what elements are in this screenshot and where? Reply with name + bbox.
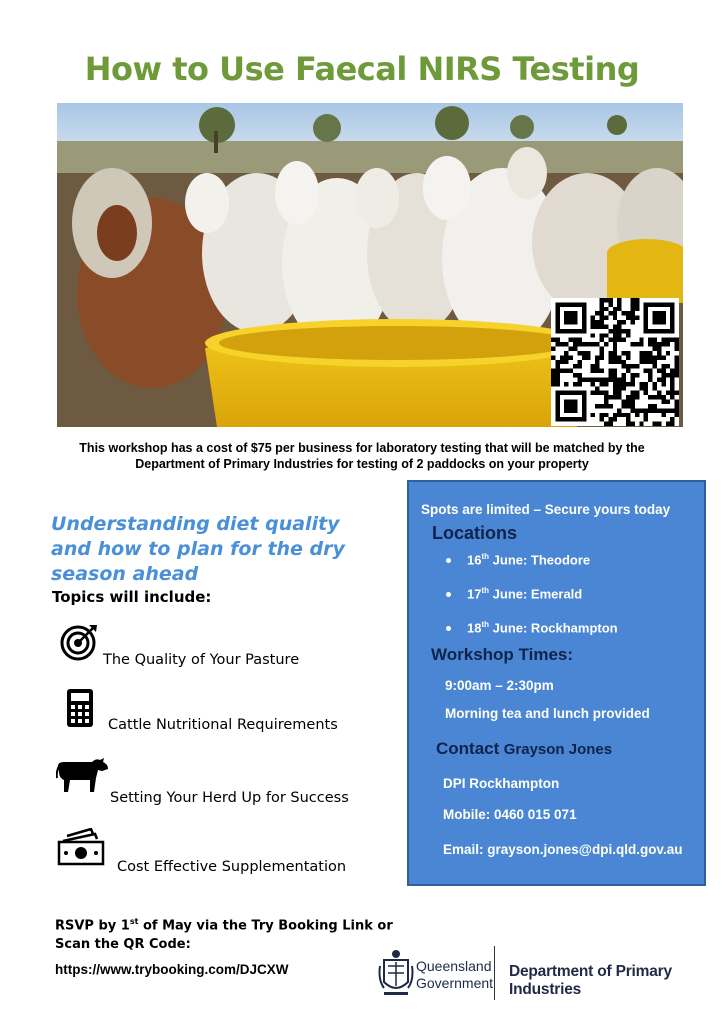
contact-email[interactable]: Email: grayson.jones@dpi.qld.gov.au [443, 842, 683, 857]
bullet-icon [446, 558, 451, 563]
rsvp-line-2: Scan the QR Code: [55, 937, 191, 953]
queensland-crest-icon [378, 946, 414, 1005]
workshop-time: 9:00am – 2:30pm [445, 678, 554, 693]
rsvp-line-1: RSVP by 1st of May via the Try Booking Link or [55, 917, 393, 934]
qld-logo-line-1: Queensland [416, 958, 492, 974]
topic-label-supplementation: Cost Effective Supplementation [117, 859, 347, 875]
department-name: Department of Primary Industries [509, 963, 672, 998]
qr-code[interactable] [551, 298, 679, 426]
page-title: How to Use Faecal NIRS Testing [84, 50, 640, 88]
bullet-icon [446, 592, 451, 597]
spots-limited-text: Spots are limited – Secure yours today [421, 502, 671, 517]
topic-label-nutrition: Cattle Nutritional Requirements [108, 717, 338, 733]
topic-label-herd: Setting Your Herd Up for Success [110, 790, 349, 806]
logo-divider [494, 946, 495, 1000]
booking-link[interactable]: https://www.trybooking.com/DJCXW [55, 962, 289, 977]
qld-logo-line-2: Government [416, 975, 494, 991]
info-panel [407, 480, 706, 886]
catering-note: Morning tea and lunch provided [445, 706, 650, 721]
location-rockhampton: 18th June: Rockhampton [467, 620, 618, 636]
cost-note-line-2: Department of Primary Industries for testing of 2 paddocks on your property [135, 457, 589, 471]
topics-heading: Topics will include: [52, 588, 212, 606]
money-icon [57, 828, 105, 871]
location-emerald: 17th June: Emerald [467, 586, 583, 602]
cost-note [40, 440, 684, 472]
tagline: Understanding diet quality and how to plan for the dry season ahead [51, 513, 345, 585]
locations-heading: Locations [432, 523, 518, 543]
contact-line: Contact Grayson Jones [436, 739, 613, 758]
cow-icon [56, 756, 110, 799]
contact-office: DPI Rockhampton [443, 776, 560, 791]
target-icon [59, 622, 99, 667]
topic-label-pasture: The Quality of Your Pasture [103, 652, 300, 668]
cost-note-line-1: This workshop has a cost of $75 per business for laboratory testing that will be matched by the [79, 441, 645, 455]
contact-mobile[interactable]: Mobile: 0460 015 071 [443, 807, 577, 822]
location-theodore: 16th June: Theodore [467, 552, 591, 568]
bullet-icon [446, 626, 451, 631]
workshop-times-heading: Workshop Times: [431, 645, 574, 664]
queensland-government-logo [416, 958, 493, 992]
calculator-icon [66, 688, 94, 733]
rsvp-text [55, 912, 393, 954]
